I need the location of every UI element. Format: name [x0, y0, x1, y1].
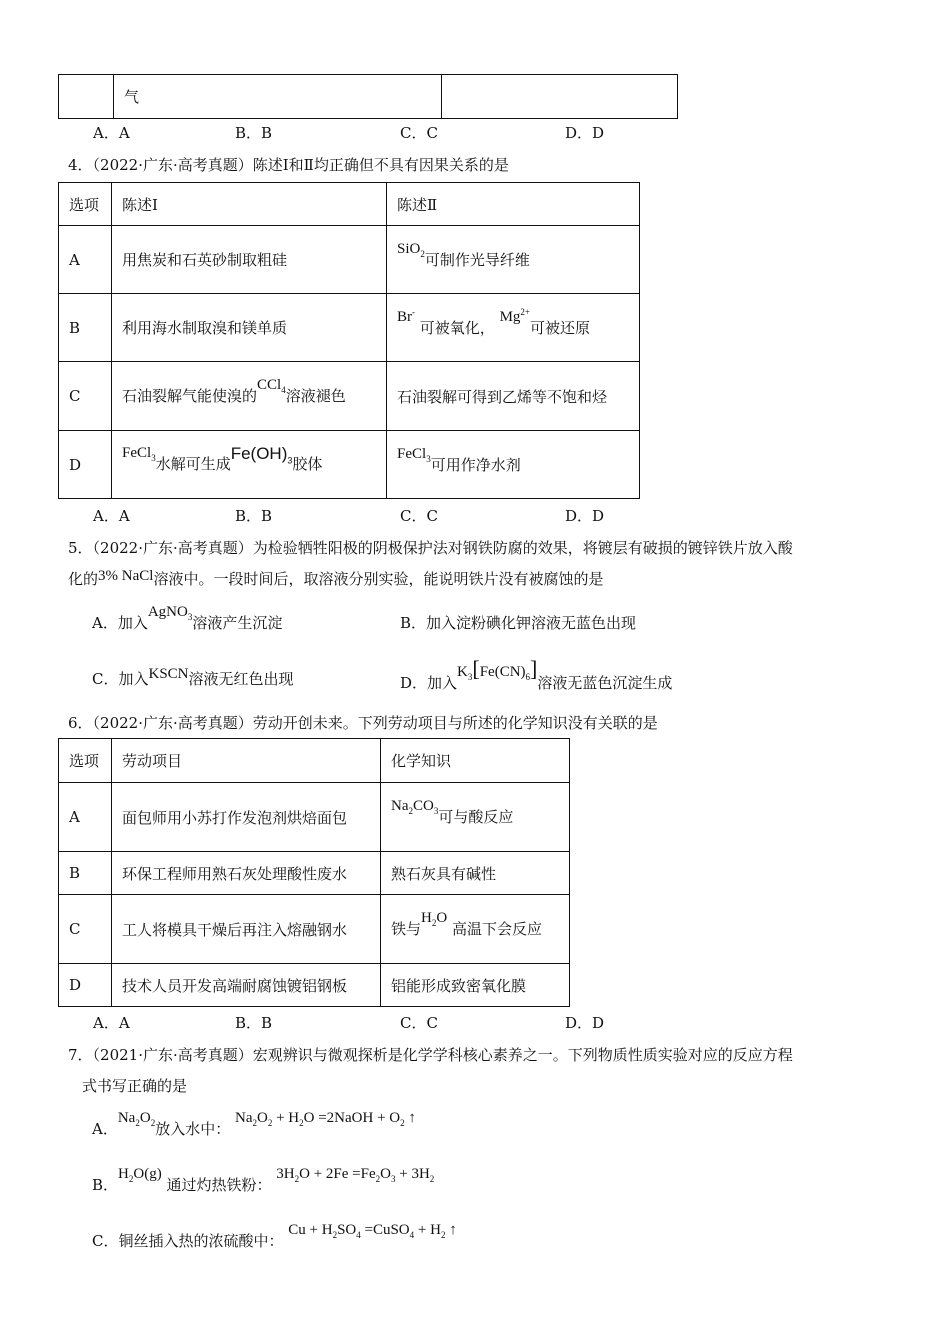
q4-row-a-opt: A [59, 226, 112, 294]
equation-b: $3H_2O + 2Fe =Fe_2O_3 + 3H_2$ [276, 1166, 435, 1184]
q5-stem-line2: 化的3% NaCl溶液中。一段时间后，取溶液分别实验，能说明铁片没有被腐蚀的是 [68, 568, 604, 588]
choice-b[interactable]: B．B [235, 1014, 273, 1032]
formula-br: Br- [397, 307, 415, 325]
formula-nacl: 3% NaCl [98, 568, 154, 584]
top-table-cell-empty2 [442, 75, 678, 119]
q6-row-c-project: 工人将模具干燥后再注入熔融钢水 [112, 895, 381, 964]
equation-c: $Cu + H_2SO_4$ =CuSO$_4$ + $H_2$ ↑ [288, 1222, 457, 1240]
q6-stem: 6．（2022·广东·高考真题）劳动开创未来。下列劳动项目与所述的化学知识没有关联的是 [68, 714, 658, 732]
q6-header-knowledge: 化学知识 [381, 739, 570, 783]
q6-row-c-knowledge: 铁与$H_2O$ 高温下会反应 [381, 895, 570, 964]
top-table-cell: 气 [114, 75, 442, 119]
choice-c[interactable]: C．C [400, 124, 438, 142]
q4-row-d-opt: D [59, 431, 112, 499]
top-table-cell-empty [59, 75, 114, 119]
choice-a[interactable]: A．A [93, 507, 130, 525]
choice-d[interactable]: D．D [565, 507, 605, 525]
q6-row-d-opt: D [59, 964, 112, 1007]
formula-sio2: SiO$_2$ [397, 240, 425, 259]
q5-option-d[interactable]: D．加入$K_3[Fe(CN)_6]$溶液无蓝色沉淀生成 [400, 656, 673, 692]
formula-mg: $Mg^{2+}$ [499, 307, 530, 325]
formula-fecl3-2: FeCl$_3$ [397, 445, 431, 464]
formula-k3fecn6: $K_3[Fe(CN)_6]$ [457, 656, 538, 682]
q4-table [58, 182, 640, 499]
q7-option-b[interactable]: B．$H_2O(g)$ 通过灼热铁粉： $3H_2O + 2Fe =Fe_2O_3 + 3H_2$ [92, 1166, 435, 1194]
q4-row-b-s1: 利用海水制取溴和镁单质 [112, 294, 387, 362]
formula-feoh3: $Fe(OH)_3$ [230, 444, 293, 466]
q6-header-project: 劳动项目 [112, 739, 381, 783]
q4-row-c-s1: 石油裂解气能使溴的CCl$_4$溶液褪色 [112, 362, 387, 431]
q7-stem-line2: 式书写正确的是 [82, 1077, 188, 1095]
q4-header-opt: 选项 [59, 183, 112, 226]
q6-row-a-knowledge: $Na_2CO_3$可与酸反应 [381, 783, 570, 852]
q6-header-opt: 选项 [59, 739, 112, 783]
choice-c[interactable]: C．C [400, 507, 438, 525]
choice-a[interactable]: A．A [93, 1014, 130, 1032]
q6-row-b-project: 环保工程师用熟石灰处理酸性废水 [112, 852, 381, 895]
q6-row-d-knowledge: 铝能形成致密氧化膜 [381, 964, 570, 1007]
q6-row-b-opt: B [59, 852, 112, 895]
q6-row-b-knowledge: 熟石灰具有碱性 [381, 852, 570, 895]
choice-a[interactable]: A．A [93, 124, 130, 142]
q4-row-d-s1: FeCl$_3$水解可生成$Fe(OH)_3$胶体 [112, 431, 387, 499]
q6-row-c-opt: C [59, 895, 112, 964]
q4-row-b-s2: Br- 可被氧化， $Mg^{2+}$可被还原 [387, 294, 640, 362]
q5-option-b[interactable]: B．加入淀粉碘化钾溶液无蓝色出现 [400, 614, 637, 632]
q4-row-a-s1: 用焦炭和石英砂制取粗硅 [112, 226, 387, 294]
q6-table [58, 738, 570, 1007]
choice-d[interactable]: D．D [565, 1014, 605, 1032]
q4-row-c-opt: C [59, 362, 112, 431]
formula-ccl4: CCl$_4$ [257, 377, 286, 395]
q4-row-b-opt: B [59, 294, 112, 362]
q5-option-a[interactable]: A．加入AgNO$_3$溶液产生沉淀 [92, 604, 283, 632]
q5-stem-line1: 5．（2022·广东·高考真题）为检验牺牲阳极的阴极保护法对钢铁防腐的效果，将镀层有破损的镀锌铁片放入酸 [68, 539, 793, 557]
choice-b[interactable]: B．B [235, 507, 273, 525]
q5-option-c[interactable]: C．加入KSCN溶液无红色出现 [92, 666, 294, 688]
q4-row-c-s2: 石油裂解可得到乙烯等不饱和烃 [387, 362, 640, 431]
formula-agno3: AgNO$_3$ [147, 604, 193, 622]
q7-option-a[interactable]: A．$Na_2O_2$放入水中： $Na_2O_2 + H_2O$ =2NaOH + $O_2$ ↑ [92, 1110, 416, 1138]
q4-stem: 4．（2022·广东·高考真题）陈述Ⅰ和Ⅱ均正确但不具有因果关系的是 [68, 156, 509, 174]
q7-option-c[interactable]: C．铜丝插入热的浓硫酸中： $Cu + H_2SO_4$ =CuSO$_4$ + $H_2$ ↑ [92, 1222, 457, 1250]
choice-d[interactable]: D．D [565, 124, 605, 142]
q4-row-d-s2: FeCl$_3$可用作净水剂 [387, 431, 640, 499]
formula-fecl3: FeCl$_3$ [122, 445, 156, 464]
choice-b[interactable]: B．B [235, 124, 273, 142]
formula-h2o: $H_2O$ [421, 910, 448, 928]
choice-c[interactable]: C．C [400, 1014, 438, 1032]
top-table [58, 74, 678, 119]
q7-stem-line1: 7．（2021·广东·高考真题）宏观辨识与微观探析是化学学科核心素养之一。下列物质性质实验对应的反应方程 [68, 1046, 793, 1064]
formula-kscn: KSCN [148, 666, 189, 682]
equation-a: $Na_2O_2 + H_2O$ =2NaOH + $O_2$ ↑ [234, 1110, 416, 1128]
q4-header-s2: 陈述Ⅱ [387, 183, 640, 226]
formula-na2o2: $Na_2O_2$ [117, 1110, 156, 1128]
formula-na2co3: $Na_2CO_3$ [391, 798, 439, 816]
q6-row-d-project: 技术人员开发高端耐腐蚀镀铝钢板 [112, 964, 381, 1007]
q6-row-a-project: 面包师用小苏打作发泡剂烘焙面包 [112, 783, 381, 852]
formula-h2og: $H_2O(g)$ [118, 1166, 162, 1184]
q4-row-a-s2: SiO$_2$可制作光导纤维 [387, 226, 640, 294]
q6-row-a-opt: A [59, 783, 112, 852]
q4-header-s1: 陈述Ⅰ [112, 183, 387, 226]
